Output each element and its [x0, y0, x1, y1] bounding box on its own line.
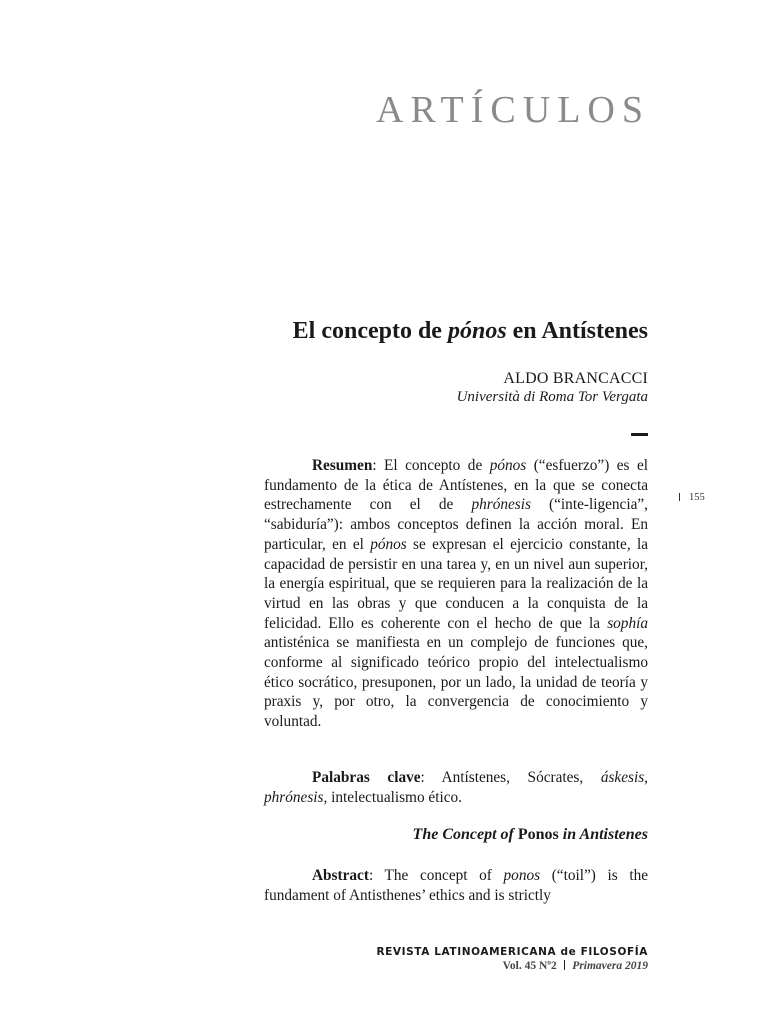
article-title — [188, 318, 648, 345]
abstract-section — [264, 866, 648, 905]
page-number-margin — [679, 492, 705, 503]
palabras-text-3: , intelectualismo ético. — [323, 788, 462, 806]
palabras-text-1: : Antístenes, Sócrates, — [420, 769, 601, 786]
volume-number: Vol. 45 Nº2 — [502, 960, 557, 972]
abstract-text-2: (“toil”) is the fundament of Antisthenes’ ethics and is strictly — [264, 867, 649, 904]
resumen-text-3: (“inte-ligencia”, “sabiduría”): ambos conceptos definen la acción moral. En particular, en el — [264, 496, 648, 553]
english-title-upright: Ponos — [517, 826, 559, 843]
resumen-italic-3: pónos — [370, 535, 407, 553]
palabras-text-2: , — [644, 769, 648, 786]
english-title-part-2: in Antistenes — [558, 826, 648, 843]
journal-name: REVISTA LATINOAMERICANA de FILOSOFÍA — [376, 946, 648, 958]
resumen-text-2: (“esfuerzo”) es el fundamento de la ética de Antístenes, en la que se conecta estrechamente con el de — [264, 457, 648, 514]
section-title: ARTÍCULOS — [376, 89, 650, 131]
season-year: Primavera 2019 — [572, 960, 648, 972]
abstract-text-1: : The concept of — [368, 867, 504, 884]
margin-bar-icon — [679, 493, 680, 501]
resumen-label: Resumen — [312, 457, 373, 474]
resumen-italic-2: phrónesis — [471, 496, 531, 514]
resumen-italic-4: sophía — [607, 614, 648, 632]
abstract-label: Abstract — [312, 867, 369, 884]
title-part-1: El concepto de — [292, 318, 448, 344]
palabras-italic-2: phrónesis — [264, 788, 324, 806]
author-affiliation: Università di Roma Tor Vergata — [456, 389, 648, 405]
title-italic-term: pónos — [447, 318, 507, 344]
resumen-text-1: : El concepto de — [372, 457, 490, 474]
palabras-clave-paragraph — [264, 768, 648, 807]
resumen-paragraph — [264, 456, 648, 732]
abstract-paragraph — [264, 866, 648, 905]
resumen-text-5: antisténica se manifiesta en un complejo de funciones que, conforme al significado teórico propio del intelectualismo ético socrático, presuponen, por un lado, la unidad de teoría y praxis y, por otro, la convergencia de conocimiento y voluntad. — [264, 634, 648, 731]
separator-dash — [631, 433, 648, 436]
abstract-italic-1: ponos — [503, 867, 541, 884]
resumen-italic-1: pónos — [489, 457, 527, 474]
volume-line — [503, 960, 648, 972]
palabras-italic-1: áskesis — [600, 769, 645, 786]
english-title — [413, 826, 648, 844]
volume-separator-icon — [564, 960, 566, 970]
palabras-clave-section — [264, 768, 648, 807]
english-title-part-1: The Concept of — [412, 826, 518, 843]
resumen-section — [264, 456, 648, 732]
palabras-clave-label: Palabras clave — [312, 769, 421, 786]
author-name: ALDO BRANCACCI — [503, 370, 648, 387]
page-number: 155 — [689, 492, 705, 503]
title-part-2: en Antístenes — [506, 318, 648, 344]
resumen-text-4: se expresan el ejercicio constante, la capacidad de persistir en una tarea y, en un nivel aun superior, la energía espiritual, que se requieren para la realización de la virtud en las obras y que conducen a la conquista de la felicidad. Ello es coherente con el hecho de que la — [264, 535, 648, 632]
